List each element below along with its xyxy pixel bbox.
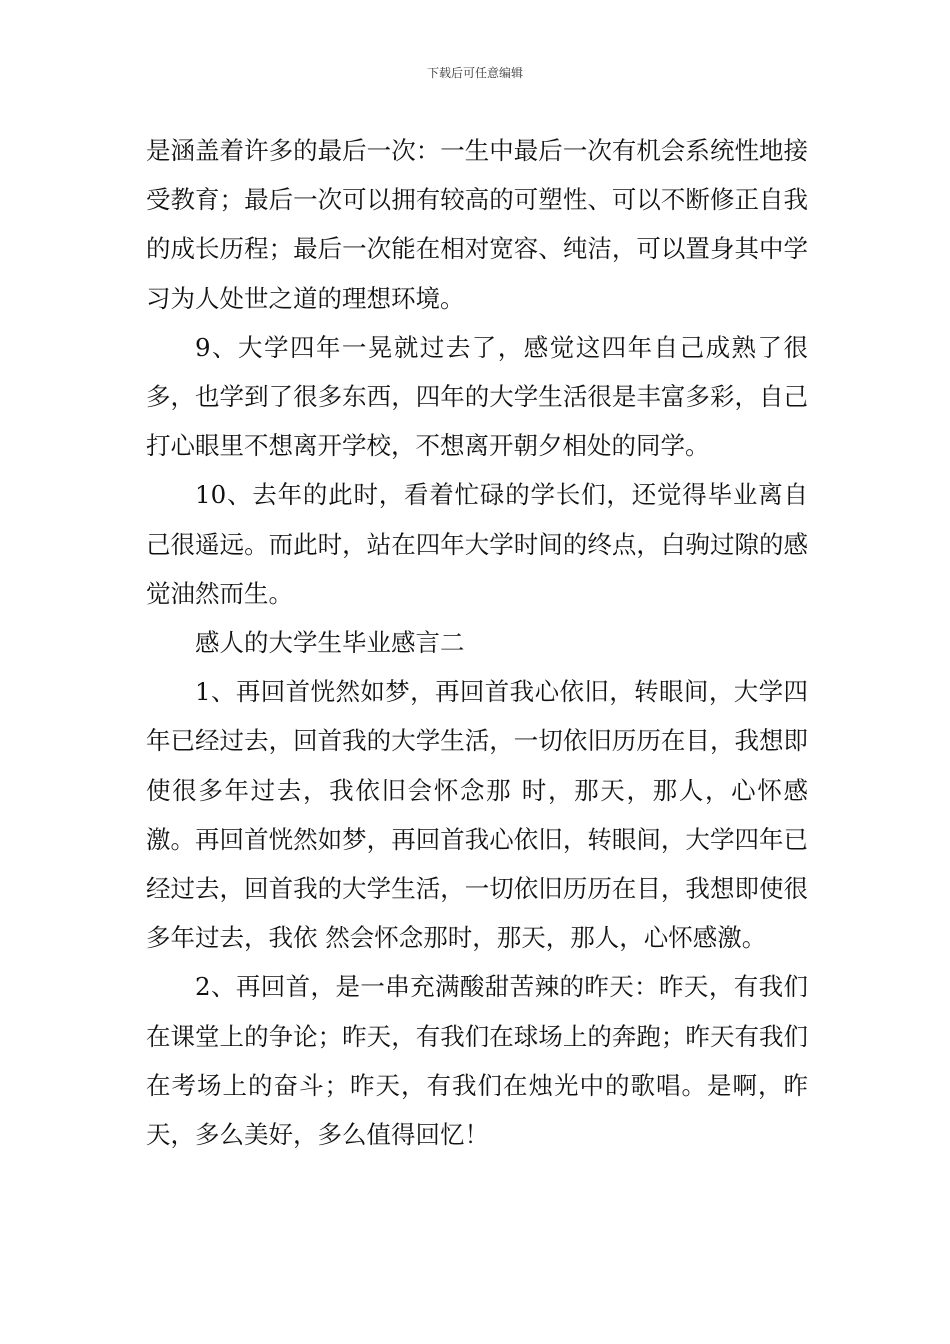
paragraph-item-10: 10、去年的此时，看着忙碌的学长们，还觉得毕业离自己很遥远。而此时，站在四年大学时间的终点，白驹过隙的感觉油然而生。: [146, 480, 808, 608]
paragraph-item-9: 9、大学四年一晃就过去了，感觉这四年自己成熟了很多，也学到了很多东西，四年的大学生活很是丰富多彩，自己打心眼里不想离开学校，不想离开朝夕相处的同学。: [146, 332, 808, 461]
document-body: [146, 126, 808, 1159]
paragraph-item-1: 1、再回首恍然如梦，再回首我心依旧，转眼间，大学四年已经过去，回首我的大学生活，一切依旧历历在目，我想即使很多年过去，我依旧会怀念那 时，那天，那人，心怀感激。再回首恍然如梦，再回首我心依旧，转眼间，大学四年已经过去，回首我的大学生活，一切依旧历历在目，我想即使很多年过去，我依 然会怀念那时，那天，那人，心怀感激。: [146, 677, 808, 953]
paragraph-item-2: 2、再回首，是一串充满酸甜苦辣的昨天：昨天，有我们在课堂上的争论；昨天，有我们在球场上的奔跑；昨天有我们在考场上的奋斗；昨天，有我们在烛光中的歌唱。是啊，昨天，多么美好，多么值得回忆！: [146, 972, 808, 1150]
page-header: 下载后可任意编辑: [426, 66, 523, 80]
paragraph-continuation: 是涵盖着许多的最后一次：一生中最后一次有机会系统性地接受教育；最后一次可以拥有较高的可塑性、可以不断修正自我的成长历程；最后一次能在相对宽容、纯洁，可以置身其中学习为人处世之道的理想环境。: [146, 136, 808, 313]
section-heading: 感人的大学生毕业感言二: [195, 628, 465, 658]
